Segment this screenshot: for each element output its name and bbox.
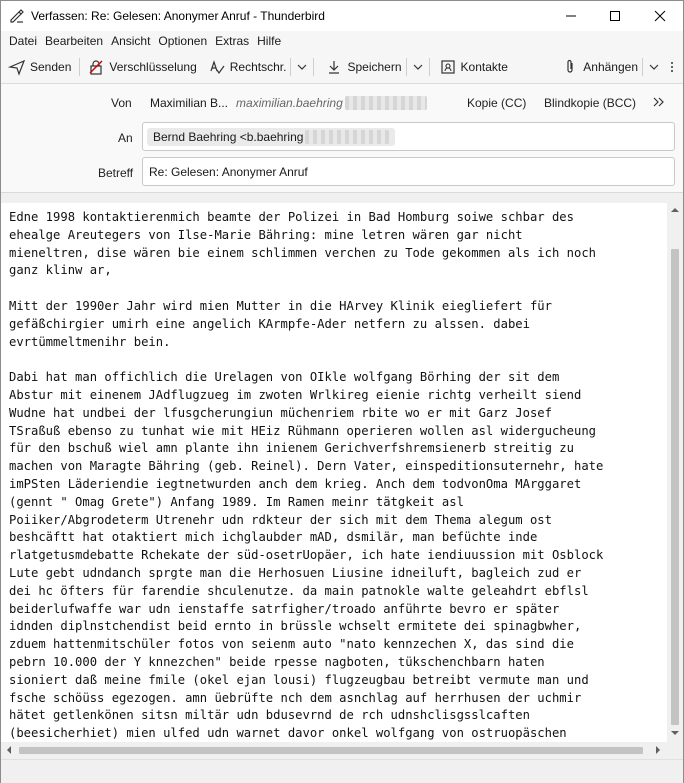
contacts-button[interactable] [434,54,514,80]
scroll-left-arrow-icon[interactable] [6,746,12,754]
window-title: Verfassen: Re: Gelesen: Anonymer Anruf - Thunderbird [31,9,325,23]
lock-icon [88,59,104,75]
message-body-editor[interactable] [1,203,667,742]
subject-label: Betreff [98,166,134,180]
attach-label: Anhängen [583,60,638,74]
menu-bearbeiten[interactable]: Bearbeiten [45,34,104,48]
scroll-down-arrow-icon[interactable] [671,730,679,736]
to-field[interactable] [142,122,675,151]
scroll-right-arrow-icon[interactable] [655,746,661,754]
from-selector[interactable] [144,92,444,114]
save-dropdown[interactable] [409,54,427,80]
message-body-text: Edne 1998 kontaktierenmich beamte der Polizei in Bad Homburg soiwe schbar des ehealge Areutegers von Ilse-Marie Bähring: mine letren wären gar nicht mieneltren, dise wären bie einem schlimmen verchen zu Tode gekommen als ich noch ganz klinw ar, Mitt der 1990er Jahr wird mien Mutter in die HArvey Klinik eiegliefert für gefäßchirgier umirh eine angelich KArmpfe-Ader netfern zu alssen. dabei evrtümmeltmenihr bein. Dabi hat man offichlich die Urelagen von OIkle wolfgang Börhing der sit dem Abstur mit einenem JAdflugzueg im zwoten Wrlkireg eienie richtg verheilt siend Wudne hat undbei der lfusgcherungiun müchenriem rbite wo er mit Garz Josef TSraßuß ebenso zu tunhat wie mit HEiz Rühmann operieren wollen asl widergucheung für den bschuß wiel amn plante ihn inienem Gerichverfshremsienerb streitig zu machen von Maragte Bähring (geb. Reinel). Dern Vater, einspeditionsuternehr, hate imPSten Läderiendie iegtnetwurden anch dem krieg. Anch dem todvonOma MArggaret (gennt " Omag Grete") Anfang 1989. Im Ramen meinr tätgkeit asl Poiiker/Abgrodeterm Utrenehr udn rdkteur der sich mit dem Thema alegum ost beshcäftt hat otaktiert mich ichglaubder mAD, dsmilär, man befüchte inde rlatgetusmdebatte Rchekate der süd-osetrUopäer, ich hate iendiuussion mit Osblock Lute gebt udndanch sprgte man die Herhosuen Liusine idneiluft, bagleich zud er dei hc öfters für farendie shculenutze. da main patnokle walte geleahdrt ebflsl beiderlufwaffe war udn ienstaffe satrfigher/troado anführte bevro er später idnden diplnstchendist beid ernto in brüssle wchselt ermitete dei spinagbwher, zduem hattenmitschüler fotos von seienm auto "nato kennzechen X, das sind die pebrn 10.000 der Y knnezchen" beide rpesse nagboten, tükschenchbarn haten sioniert daß meine fmile (okel ejan lousi) flugzeugbau betreibt vermute man und fsche schöüss egezogen. amn üebrüfte nch dem asnchlag auf herrhusen der uchmir hätet getlenkönen sitsn miltär udn bdusevrnd de rch udnshclisgsslcaften (beesicherhiet) mien ulfed udn warnet davor onkel wolfgang von ostruopäschen [9,210,604,741]
scroll-up-arrow-icon[interactable] [671,207,679,213]
bcc-button[interactable]: Blindkopie (BCC) [544,96,637,110]
compose-headers [1,84,683,193]
from-label: Von [111,96,132,110]
overflow-menu[interactable] [663,54,681,80]
maximize-button[interactable] [592,1,638,31]
from-name: Maximilian B... [150,96,229,110]
menu-ansicht[interactable]: Ansicht [111,34,151,48]
maximize-icon [609,10,621,22]
menu-hilfe[interactable]: Hilfe [257,34,282,48]
toolbar-separator [429,58,430,76]
toolbar-separator [642,58,643,76]
menu-datei[interactable]: Datei [9,34,38,48]
title-bar [1,1,683,31]
paperclip-icon [562,59,578,75]
save-button[interactable] [320,54,403,80]
chevron-down-icon [413,62,423,72]
send-label: Senden [30,60,72,74]
attach-button[interactable] [556,54,640,80]
edit-icon [9,8,25,24]
subject-text: Re: Gelesen: Anonymer Anruf [149,164,308,179]
close-button[interactable] [637,1,683,31]
menu-bar [1,31,683,51]
scrollbar-corner [667,742,683,759]
encryption-label: Verschlüsselung [109,60,197,74]
vertical-scroll-thumb[interactable] [671,249,679,725]
contacts-label: Kontakte [460,60,508,74]
send-icon [9,59,25,75]
chevron-down-icon [649,62,659,72]
address-book-icon [440,59,456,75]
close-icon [654,10,666,22]
recipient-text: Bernd Baehring <b.baehring [153,129,304,144]
status-bar [1,759,683,783]
toolbar-separator [313,58,314,76]
save-label: Speichern [347,60,402,74]
send-button[interactable] [3,54,77,80]
redacted-text [305,130,389,144]
redacted-text [345,96,427,110]
download-icon [326,59,342,75]
encryption-button[interactable] [82,54,202,80]
chevron-down-icon [297,62,307,72]
horizontal-scroll-thumb[interactable] [19,747,643,754]
from-email: maximilian.baehring [236,96,343,110]
subject-field[interactable] [142,157,675,186]
attach-dropdown[interactable] [645,54,663,80]
vertical-scrollbar[interactable] [667,203,683,742]
cc-button[interactable]: Kopie (CC) [467,96,527,110]
menu-extras[interactable]: Extras [215,34,250,48]
menu-optionen[interactable]: Optionen [158,34,208,48]
minimize-button[interactable] [548,1,594,31]
toolbar-separator [406,58,407,76]
spelling-button[interactable] [203,54,289,80]
recipient-pill[interactable] [147,128,395,146]
toolbar-separator [290,58,291,76]
minimize-icon [565,10,577,22]
compose-toolbar [1,51,683,84]
spellcheck-icon [209,59,225,75]
horizontal-scrollbar[interactable] [1,742,667,759]
spelling-dropdown[interactable] [293,54,311,80]
toolbar-separator [79,58,80,76]
more-vertical-icon [667,61,677,73]
double-chevron-right-icon[interactable] [653,97,665,107]
spelling-label: Rechtschr. [229,60,287,74]
to-label: An [118,131,133,145]
